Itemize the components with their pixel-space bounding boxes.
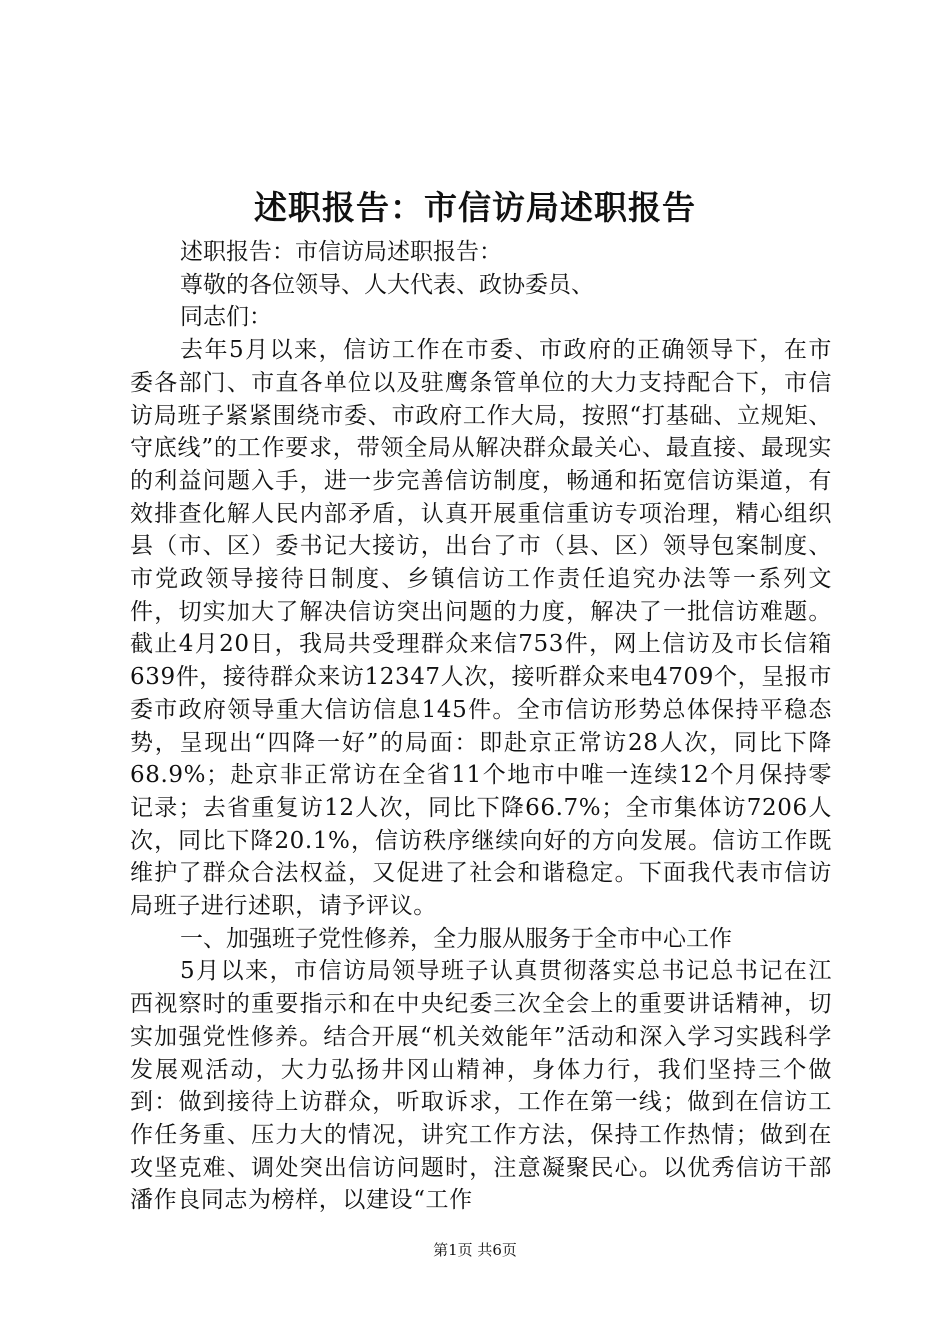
document-body xyxy=(130,236,832,1217)
opening-line: 述职报告：市信访局述职报告： xyxy=(180,239,502,265)
document-title: 述职报告：市信访局述职报告 xyxy=(254,188,696,227)
page-footer: 第1页 共6页 xyxy=(433,1241,517,1259)
paragraph-2: 5月以来，市信访局领导班子认真贯彻落实总书记总书记在江西视察时的重要指示和在中央纪委三次全会上的重要讲话精神，切实加强党性修养。结合开展“机关效能年”活动和深入学习实践科学发展观活动，大力弘扬井冈山精神，身体力行，我们坚持三个做到：做到接待上访群众，听取诉求，工作在第一线；做到在信访工作任务重、压力大的情况，讲究工作方法，保持工作热情；做到在攻坚克难、调处突出信访问题时，注意凝聚民心。以优秀信访干部潘作良同志为榜样，以建设“工作 xyxy=(130,958,832,1214)
paragraph-1: 去年5月以来，信访工作在市委、市政府的正确领导下，在市委各部门、市直各单位以及驻鹰条管单位的大力支持配合下，市信访局班子紧紧围绕市委、市政府工作大局，按照“打基础、立规矩、守底线”的工作要求，带领全局从解决群众最关心、最直接、最现实的利益问题入手，进一步完善信访制度，畅通和拓宽信访渠道，有效排查化解人民内部矛盾，认真开展重信重访专项治理，精心组织县（市、区）委书记大接访，出台了市（县、区）领导包案制度、市党政领导接待日制度、乡镇信访工作责任追究办法等一系列文件，切实加大了解决信访突出问题的力度，解决了一批信访难题。截止4月20日，我局共受理群众来信753件，网上信访及市长信箱639件，接待群众来访12347人次，接听群众来电4709个，呈报市委市政府领导重大信访信息145件。全市信访形势总体保持平稳态势，呈现出“四降一好”的局面：即赴京正常访28人次，同比下降68.9%；赴京非正常访在全省11个地市中唯一连续12个月保持零记录；去省重复访12人次，同比下降66.7%；全市集体访7206人次，同比下降20.1%，信访秩序继续向好的方向发展。信访工作既维护了群众合法权益，又促进了社会和谐稳定。下面我代表市信访局班子进行述职，请予评议。 xyxy=(130,337,832,920)
salutation-line: 尊敬的各位领导、人大代表、政协委员、 xyxy=(180,271,594,298)
salutation-line-2: 同志们： xyxy=(180,304,272,331)
section-heading-1: 一、加强班子党性修养，全力服从服务于全市中心工作 xyxy=(180,925,732,952)
